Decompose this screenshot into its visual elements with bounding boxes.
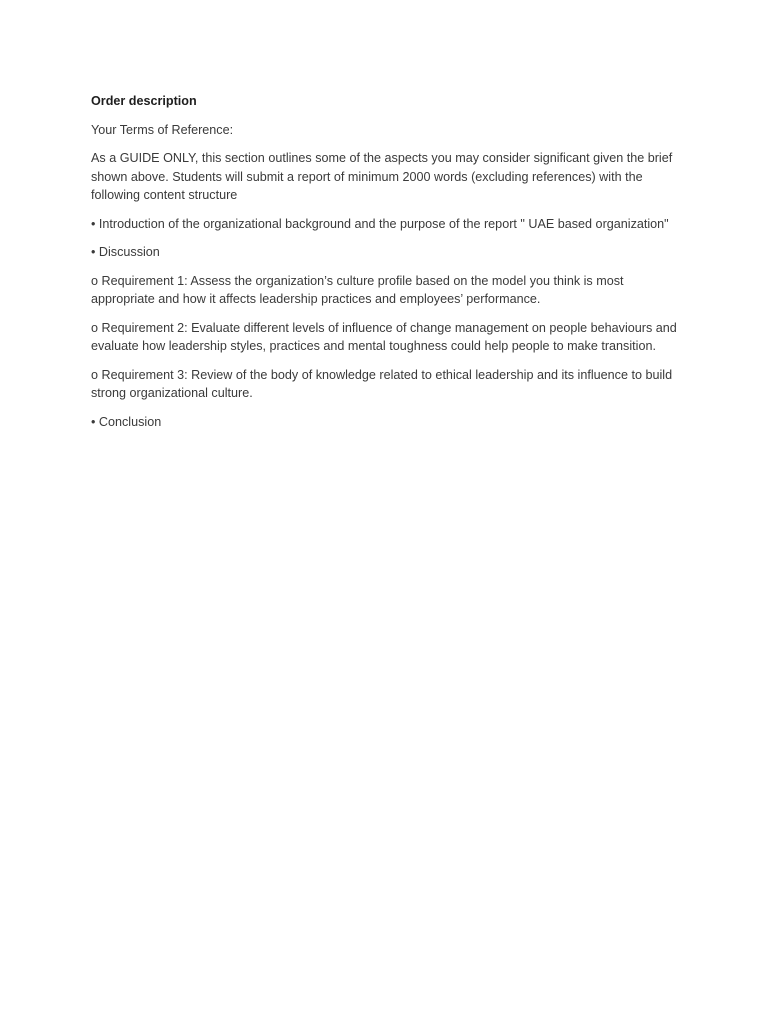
requirement-3: o Requirement 3: Review of the body of knowledge related to ethical leadership and its influence to build strong organizational culture. <box>91 367 673 400</box>
guide-paragraph: As a GUIDE ONLY, this section outlines some of the aspects you may consider significant given the brief shown above. Students will submit a report of minimum 2000 words (excluding references) with the following content structure <box>91 151 673 202</box>
requirement-1: o Requirement 1: Assess the organization’s culture profile based on the model you think is most appropriate and how it affects leadership practices and employees’ performance. <box>91 273 624 306</box>
requirement-2: o Requirement 2: Evaluate different levels of influence of change management on people behaviours and evaluate how leadership styles, practices and mental toughness could help people to make transition. <box>91 320 677 353</box>
bullet-introduction: • Introduction of the organizational background and the purpose of the report " UAE based organization" <box>91 216 669 231</box>
order-description-heading: Order description <box>91 94 197 108</box>
document-page <box>91 92 691 441</box>
bullet-conclusion: • Conclusion <box>91 414 162 429</box>
bullet-discussion: • Discussion <box>91 245 160 259</box>
terms-of-reference-label: Your Terms of Reference: <box>91 122 234 137</box>
